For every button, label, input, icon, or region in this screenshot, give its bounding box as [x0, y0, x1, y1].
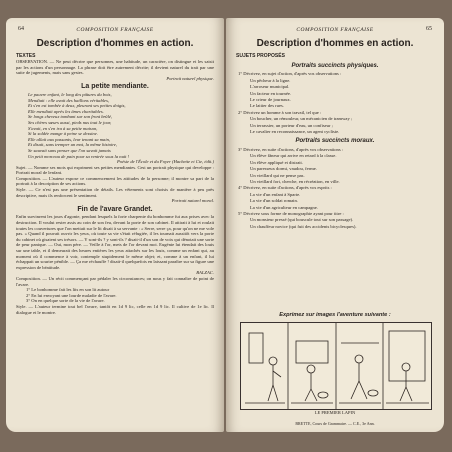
exercise-item: L'arroseur municipal.: [250, 84, 290, 90]
right-text-body: [238, 60, 432, 230]
grandet-source: BALZAC.: [196, 270, 214, 276]
exercise-item: Un élève appliqué et distrait.: [250, 159, 303, 165]
subtitle-physiques: Portraits succincts physiques.: [291, 63, 379, 69]
composition-paragraph: Composition. — L'auteur expose ce commencement les attitudes de la personne; il montre sa part de la portrait à la description de ses actions.: [16, 175, 214, 187]
poem: [16, 92, 214, 159]
style2-paragraph: Style. — L'auteur termine tout bel l'avare, tantôt en 1d 9 lic, celle en 1d 9 lic. Il cultive de 1e lic. Il dialogue et le montre.: [16, 303, 214, 315]
poem-line: Se longs cheveux tombant sur son front brûlé,: [28, 114, 113, 120]
subtitle-moraux: Portraits succincts moraux.: [295, 138, 375, 145]
poem-line: Et disait, sans tremper un mot, la même histoire,: [28, 142, 118, 148]
exercise-item: Le laitier des rues.: [250, 103, 284, 109]
exercise-item: Le crieur de journaux.: [250, 97, 291, 103]
poem-line: Le pauvre enfant, le long des pâtures du bois,: [28, 91, 112, 97]
exercise-item: 4° Décrivez, en suite d'actions, d'après vos esprits :: [238, 185, 332, 191]
illustration-caption: LE PREMIER LAPIN: [314, 410, 356, 415]
intro-caption: Portrait naturel physique.: [166, 75, 214, 81]
exercise-item: 5° Décrivez sous forme de monographie ayant pour titre :: [238, 210, 344, 216]
exercise-item: Un vieillard qui ne pense pas.: [250, 172, 305, 178]
exercise-item: Le cavalier en reconnaissance, un agent cycliste.: [250, 129, 340, 135]
page-title-right: Description d'hommes en action.: [256, 38, 414, 49]
illustration-title: Exprimez sur images l'aventure suivante :: [279, 312, 391, 318]
poem-line: Et s'en est tombée à deux, pleurant ses petites doigts,: [28, 103, 126, 109]
exercise-item: Un élève fâneur qui arrive en retard à la classe.: [250, 153, 337, 159]
exercise-item: Un chauffeur novice (qui fuit des accidents bicyclesques).: [250, 223, 357, 229]
open-book: [4, 4, 448, 448]
page-title-left: Description d'hommes en action.: [36, 38, 194, 49]
running-head-left: COMPOSITION FRANÇAISE: [76, 27, 154, 33]
comic-strip-drawing: [241, 323, 431, 409]
exercise-item: Un pêcheur à la ligne.: [250, 77, 291, 83]
page-number-right: 65: [426, 26, 432, 32]
exercise-item: Un vieillard fort, cherche, en récréation, en ville.: [250, 178, 340, 184]
left-text-body: [16, 59, 214, 315]
poem-line: Un petit morceau de pain pour sa rentrée sous la nuit !: [28, 153, 130, 159]
comic-strip-illustration: [240, 322, 432, 410]
section-label-sujets: SUJETS PROPOSÉS: [236, 53, 285, 59]
page-number-left: 64: [18, 26, 24, 32]
poem-line: Elle mendiait après les âmes charitables.: [28, 108, 104, 114]
poem-line: Mendiait : elle avait des haillons véritables,: [28, 97, 110, 103]
composition2-paragraph: Composition. — Un récit commençant par pédaler les circonstances; on nous y fait connaître de point de l'avare.: [16, 275, 214, 287]
exercise-item: La vie d'un soldat romain.: [250, 198, 298, 204]
exercise-item: 2° Décrivez un homme à son travail, tel que :: [238, 109, 322, 115]
subtitle-avare-grandet: Fin de l'avare Grandet.: [77, 205, 153, 213]
left-page: [6, 18, 224, 432]
plan-item: 2° En lui envoyant une lourde maladie de l'avare.: [26, 292, 117, 298]
plan-item: 1° Le bonhomme fait les lits en son lit autour: [26, 287, 110, 293]
poem-line: S'avait, en s'en ira à sa petite maison,: [28, 125, 98, 131]
section-label-textes: TEXTES: [16, 53, 36, 59]
style-paragraph: Style. — Ce n'est pas une présentation de détails. Les vêtements sont choisis de manière à peu près descriptive, mais ils renforcent le sentiment.: [16, 187, 214, 198]
exercise-item: La vie d'un agriculteur en campagne.: [250, 204, 318, 210]
style-caption: Portrait naturel moral.: [171, 198, 214, 204]
grandet-paragraph: Enfin survinrent les jours d'agonie, pendant lesquels la forte charpente du bonhomme fut aux prises avec la destruction. Il voulut rester assis au coin de son feu, devant la porte de son cabinet. Il attirait à lui et roulait toutes les couvertures que l'on mettait sur le lit disait à sa servante : « Serre, serre ça, pour qu'on ne me vole pas. » Quand il pouvait ouvrir les yeux, où toute sa vie s'était réfugiée, il les tournait aussitôt vers la porte du cabinet où gisaient ses trésors. — Y sont-ils ? y sont-ils ? disait-il d'un son de voix qui dénotait une sorte de peur panique. — Oui, mon père. — Veille à l'or, mets de l'or devant moi. Eugénie lui étendait des louis sur une table, et il demeurait des heures entières les yeux attachés sur les louis, comme un enfant qui, au moment où il commence à voir, contemple stupidement le même objet; et, comme à un enfant, il lui échappait un sourire pénible. — Ça me réchauffe ! disait-il quelquefois en laissant paraître sur sa figure une expression de béatitude.: [16, 214, 214, 270]
plan-list: [16, 287, 214, 304]
running-head-right: COMPOSITION FRANÇAISE: [296, 27, 374, 33]
subtitle-petite-mendiante: La petite mendiante.: [81, 83, 149, 91]
exercise-item: Un facteur en tournée.: [250, 90, 292, 96]
exercise-item: La vie d'un enfant à Sparte.: [250, 191, 301, 197]
poem-line: Elle allait aux passants, leur tenant sa main,: [28, 136, 111, 142]
exercise-item: Un boucher, un rémouleur, un mécanicien de tramway ;: [250, 116, 353, 122]
right-page: [226, 18, 444, 432]
page-footer: BRETTE, Cours de Grammaire. — C.E., 3e Ann.: [295, 421, 375, 426]
exercise-item: 3° Décrivez, en suite d'actions, d'après vos observations :: [238, 146, 344, 152]
poem-line: Se sauvait sans penser que l'on savait jamais: [28, 147, 111, 153]
poem-line: Si la soldée mange à peine se dessine.: [28, 131, 98, 137]
poem-source: Poésie de l'École et du Foyer (Hachette et Cie, édit.): [116, 159, 214, 165]
exercise-item: 1° Décrivez, en sujet d'action, d'après vos observations :: [238, 71, 342, 77]
exercise-item: Un paresseux dormi, vaudou, ferme.: [250, 166, 317, 172]
poem-line: Ses chères sœurs aussi, pieds nus tout le jour,: [28, 119, 112, 125]
exercise-item: Un monsieur pressé (qui bouscule tout sur son passage).: [250, 217, 354, 223]
exercise-item: Un terrassier, un porteur d'eau, un confiseur ;: [250, 122, 333, 128]
sujet-paragraph: Sujet. — Nomme ses mots qui expriment ses petites mendiantes. Cest un portrait physique qui developpe : Portrait moral de lenfant.: [16, 164, 214, 176]
intro-paragraph: OBSERVATION. — Ne peut décrire que personnes, une habitude, un caractère, on distingue et les saisit par les actions d'un personnage. La phrase doit être autrement décrite; il devient naturel du trait par une suite de jugements, mais sans gestes.: [16, 59, 214, 76]
plan-item: 3° On en quelque sorte de la vie de l'avare.: [26, 298, 105, 304]
